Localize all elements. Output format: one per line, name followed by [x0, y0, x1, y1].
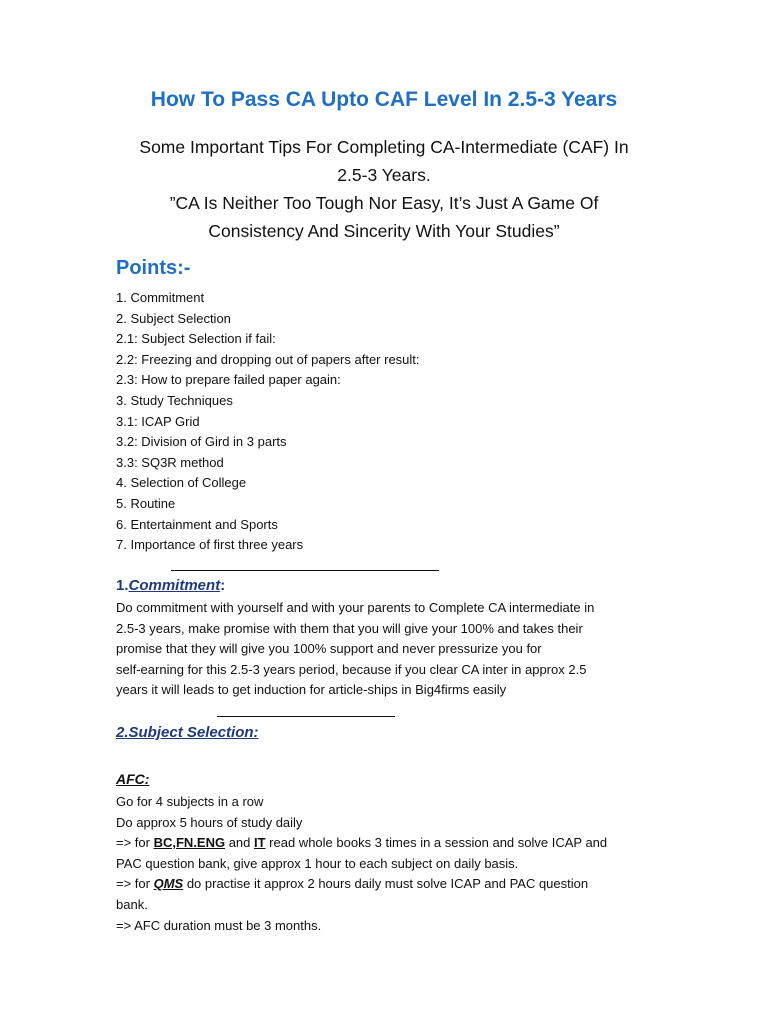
- section-label: Commitment: [128, 577, 221, 594]
- section-number: 1.: [116, 577, 129, 594]
- subject-it: IT: [254, 835, 266, 851]
- list-item: 4. Selection of College: [116, 475, 247, 491]
- paragraph-line: 2.5-3 years, make promise with them that you will give your 100% and takes their: [116, 620, 583, 636]
- list-item: 3.3: SQ3R method: [116, 454, 224, 470]
- list-item: 7. Importance of first three years: [116, 537, 304, 553]
- subject-qms: QMS: [153, 876, 184, 892]
- subject-bc-fn-eng: BC,FN.ENG: [153, 835, 226, 851]
- paragraph-line: [116, 874, 676, 895]
- commitment-paragraph: [116, 598, 676, 701]
- paragraph-line: [116, 833, 676, 854]
- paragraph-line: years it will leads to get induction for article-ships in Big4firms easily: [116, 682, 507, 698]
- text-run: do practise it approx 2 hours daily must solve ICAP and PAC question: [183, 876, 589, 892]
- text-run: read whole books 3 times in a session and solve ICAP and: [265, 835, 608, 851]
- section-divider: [171, 570, 439, 571]
- list-item: 6. Entertainment and Sports: [116, 516, 278, 532]
- paragraph-line: bank.: [116, 896, 148, 912]
- paragraph-line: => AFC duration must be 3 months.: [116, 917, 322, 933]
- quote-line: Consistency And Sincerity With Your Studies”: [208, 221, 560, 241]
- list-item: 3.2: Division of Gird in 3 parts: [116, 434, 287, 450]
- document-subtitle: [90, 133, 678, 245]
- section-divider: [217, 716, 395, 717]
- document-title: How To Pass CA Upto CAF Level In 2.5-3 Years: [150, 88, 618, 111]
- points-list: [116, 288, 420, 556]
- paragraph-line: Do commitment with yourself and with your parents to Complete CA intermediate in: [116, 600, 595, 615]
- points-heading: Points:-: [116, 257, 191, 279]
- list-item: 2.2: Freezing and dropping out of papers after result:: [116, 351, 420, 367]
- section-heading-commitment: [116, 577, 225, 594]
- afc-paragraph: [116, 792, 676, 936]
- quote-line: ”CA Is Neither Too Tough Nor Easy, It’s Just A Game Of: [169, 193, 599, 213]
- text-run: => for: [116, 835, 154, 851]
- list-item: 5. Routine: [116, 495, 176, 511]
- paragraph-line: promise that they will give you 100% support and never pressurize you for: [116, 641, 542, 657]
- list-item: 3.1: ICAP Grid: [116, 413, 200, 429]
- text-run: => for: [116, 876, 154, 892]
- subtitle-line: 2.5-3 Years.: [337, 165, 431, 185]
- paragraph-line: Go for 4 subjects in a row: [116, 794, 264, 809]
- section-colon: :: [220, 577, 226, 594]
- list-item: 2.3: How to prepare failed paper again:: [116, 372, 341, 388]
- paragraph-line: self-earning for this 2.5-3 years period, because if you clear CA inter in approx 2.5: [116, 661, 587, 677]
- list-item: 2.1: Subject Selection if fail:: [116, 331, 276, 347]
- paragraph-line: PAC question bank, give approx 1 hour to each subject on daily basis.: [116, 855, 519, 871]
- section-heading-subject-selection: 2.Subject Selection:: [116, 724, 259, 741]
- list-item: 1. Commitment: [116, 290, 205, 305]
- paragraph-line: Do approx 5 hours of study daily: [116, 814, 303, 830]
- afc-heading: AFC:: [116, 771, 150, 787]
- list-item: 3. Study Techniques: [116, 392, 233, 408]
- subtitle-line: Some Important Tips For Completing CA-Intermediate (CAF) In: [139, 137, 629, 157]
- list-item: 2. Subject Selection: [116, 310, 231, 326]
- text-run: and: [225, 835, 254, 851]
